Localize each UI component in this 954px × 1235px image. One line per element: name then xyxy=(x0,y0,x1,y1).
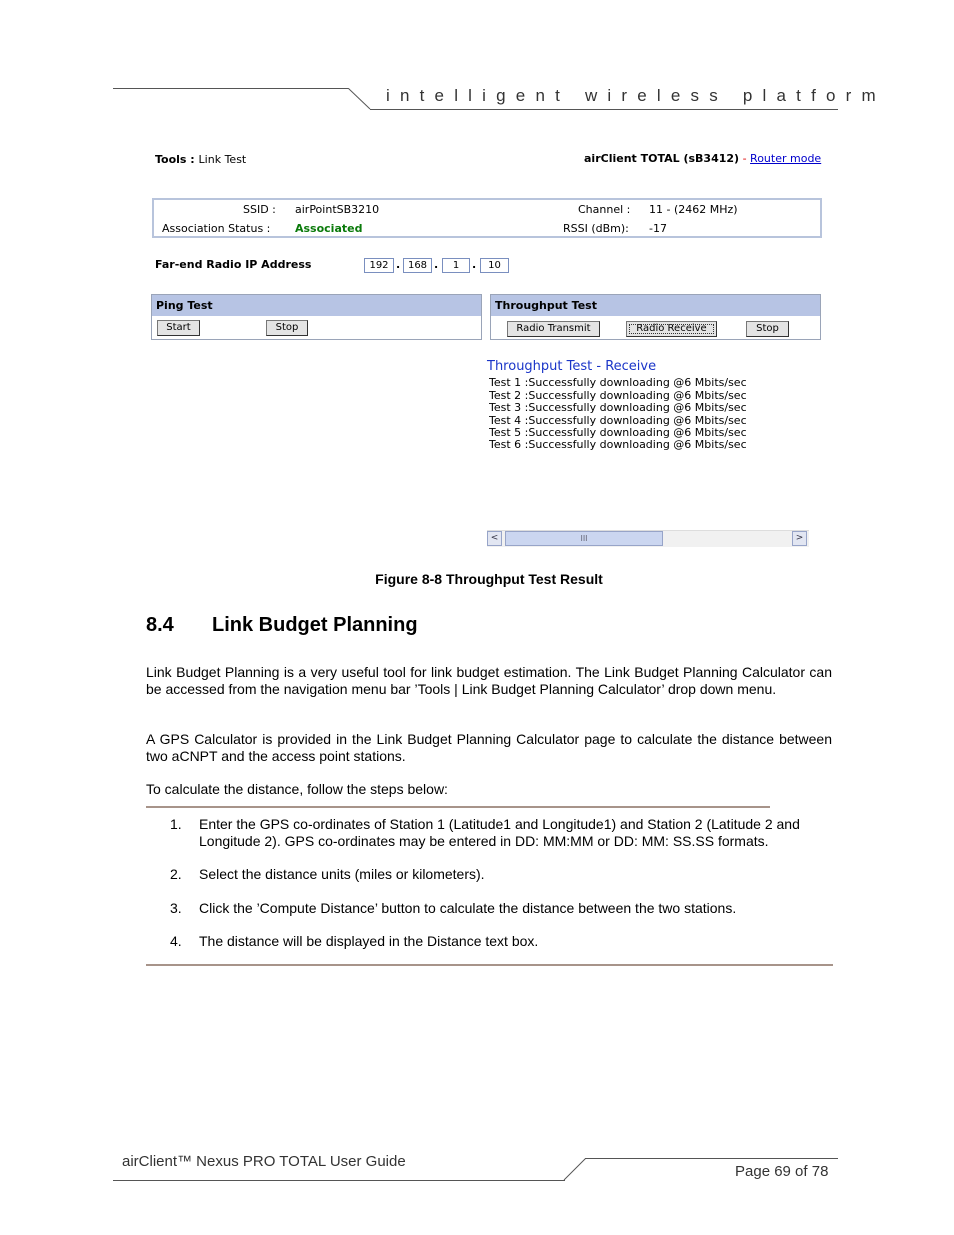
step-number: 2. xyxy=(170,866,182,882)
result-line: Test 4 :Successfully downloading @6 Mbits/sec xyxy=(489,414,747,427)
ping-test-title: Ping Test xyxy=(152,295,481,316)
step-text: Enter the GPS co-ordinates of Station 1 (Latitude1 and Longitude1) and Station 2 (Latitude 2 and Longitude 2). GPS co-ordinates may be entered in DD: MM:MM or DD: MM: SS.SS formats. xyxy=(199,816,800,849)
ping-stop-button[interactable]: Stop xyxy=(266,320,308,336)
rssi-value: -17 xyxy=(649,222,667,235)
scroll-right-icon[interactable]: > xyxy=(792,531,807,546)
horizontal-scrollbar[interactable] xyxy=(487,530,809,547)
ssid-label: SSID : xyxy=(243,203,276,216)
assoc-value: Associated xyxy=(295,222,363,235)
scroll-thumb[interactable]: III xyxy=(505,531,663,546)
result-line: Test 5 :Successfully downloading @6 Mbits/sec xyxy=(489,426,747,439)
result-line: Test 2 :Successfully downloading @6 Mbits/sec xyxy=(489,389,747,402)
footer-rule-right xyxy=(585,1158,838,1159)
radio-transmit-button[interactable]: Radio Transmit xyxy=(507,321,600,337)
ip-octet-2[interactable]: 168 xyxy=(403,258,432,273)
rssi-label: RSSI (dBm): xyxy=(563,222,629,235)
steps-bottom-rule xyxy=(146,964,833,966)
ping-test-panel xyxy=(151,294,482,340)
ip-dot: . xyxy=(396,258,401,271)
throughput-result-title: Throughput Test - Receive xyxy=(487,359,657,374)
step-text: Select the distance units (miles or kilometers). xyxy=(199,866,485,882)
header-rule-left xyxy=(113,88,348,89)
paragraph: A GPS Calculator is provided in the Link Budget Planning Calculator page to calculate the distance between two aCNPT and the access point stations. xyxy=(146,731,832,764)
header-rule-slant xyxy=(346,88,376,110)
section-number: 8.4 xyxy=(146,614,174,636)
footer-page-number: Page 69 of 78 xyxy=(735,1163,829,1180)
paragraph: Link Budget Planning is a very useful tool for link budget estimation. The Link Budget Planning Calculator can be accessed from the navigation menu bar ’Tools | Link Budget Planning Calculator’ drop down menu. xyxy=(146,664,832,697)
header-tagline: intelligent wireless platform xyxy=(386,86,886,105)
footer-rule-left xyxy=(113,1180,565,1181)
paragraph: To calculate the distance, follow the steps below: xyxy=(146,781,448,797)
footer-rule-slant xyxy=(562,1158,588,1181)
throughput-test-panel xyxy=(490,294,821,340)
section-heading xyxy=(146,614,418,637)
result-line: Test 6 :Successfully downloading @6 Mbits/sec xyxy=(489,438,747,451)
router-mode-link[interactable]: Router mode xyxy=(750,152,822,165)
ip-dot: . xyxy=(472,258,477,271)
ip-dot: . xyxy=(434,258,439,271)
footer-doc-title: airClient™ Nexus PRO TOTAL User Guide xyxy=(122,1153,406,1170)
ssid-value: airPointSB3210 xyxy=(295,203,380,216)
result-line: Test 3 :Successfully downloading @6 Mbits/sec xyxy=(489,401,747,414)
far-end-ip-label: Far-end Radio IP Address xyxy=(155,258,312,271)
channel-label: Channel : xyxy=(578,203,631,216)
header-rule-right xyxy=(370,109,838,110)
ip-octet-1[interactable]: 192 xyxy=(364,258,394,273)
ip-octet-4[interactable]: 10 xyxy=(480,258,509,273)
step-text: The distance will be displayed in the Distance text box. xyxy=(199,933,539,949)
steps-top-rule xyxy=(146,806,770,808)
throughput-stop-button[interactable]: Stop xyxy=(746,321,789,337)
assoc-label: Association Status : xyxy=(162,222,271,235)
scroll-left-icon[interactable]: < xyxy=(487,531,502,546)
radio-receive-button[interactable]: Radio Receive xyxy=(626,321,717,337)
ping-start-button[interactable]: Start xyxy=(157,320,200,336)
tools-page-title: Tools : Link Test xyxy=(155,153,247,166)
step-number: 1. xyxy=(170,816,182,832)
step-text: Click the ’Compute Distance’ button to calculate the distance between the two stations. xyxy=(199,900,737,916)
figure-caption: Figure 8-8 Throughput Test Result xyxy=(375,571,603,587)
step-number: 3. xyxy=(170,900,182,916)
channel-value: 11 - (2462 MHz) xyxy=(649,203,738,216)
section-title: Link Budget Planning xyxy=(212,614,418,636)
step-number: 4. xyxy=(170,933,182,949)
result-line: Test 1 :Successfully downloading @6 Mbits/sec xyxy=(489,376,747,389)
throughput-test-title: Throughput Test xyxy=(491,295,820,316)
device-name: airClient TOTAL (sB3412) - Router mode xyxy=(584,152,822,165)
ip-octet-3[interactable]: 1 xyxy=(442,258,470,273)
